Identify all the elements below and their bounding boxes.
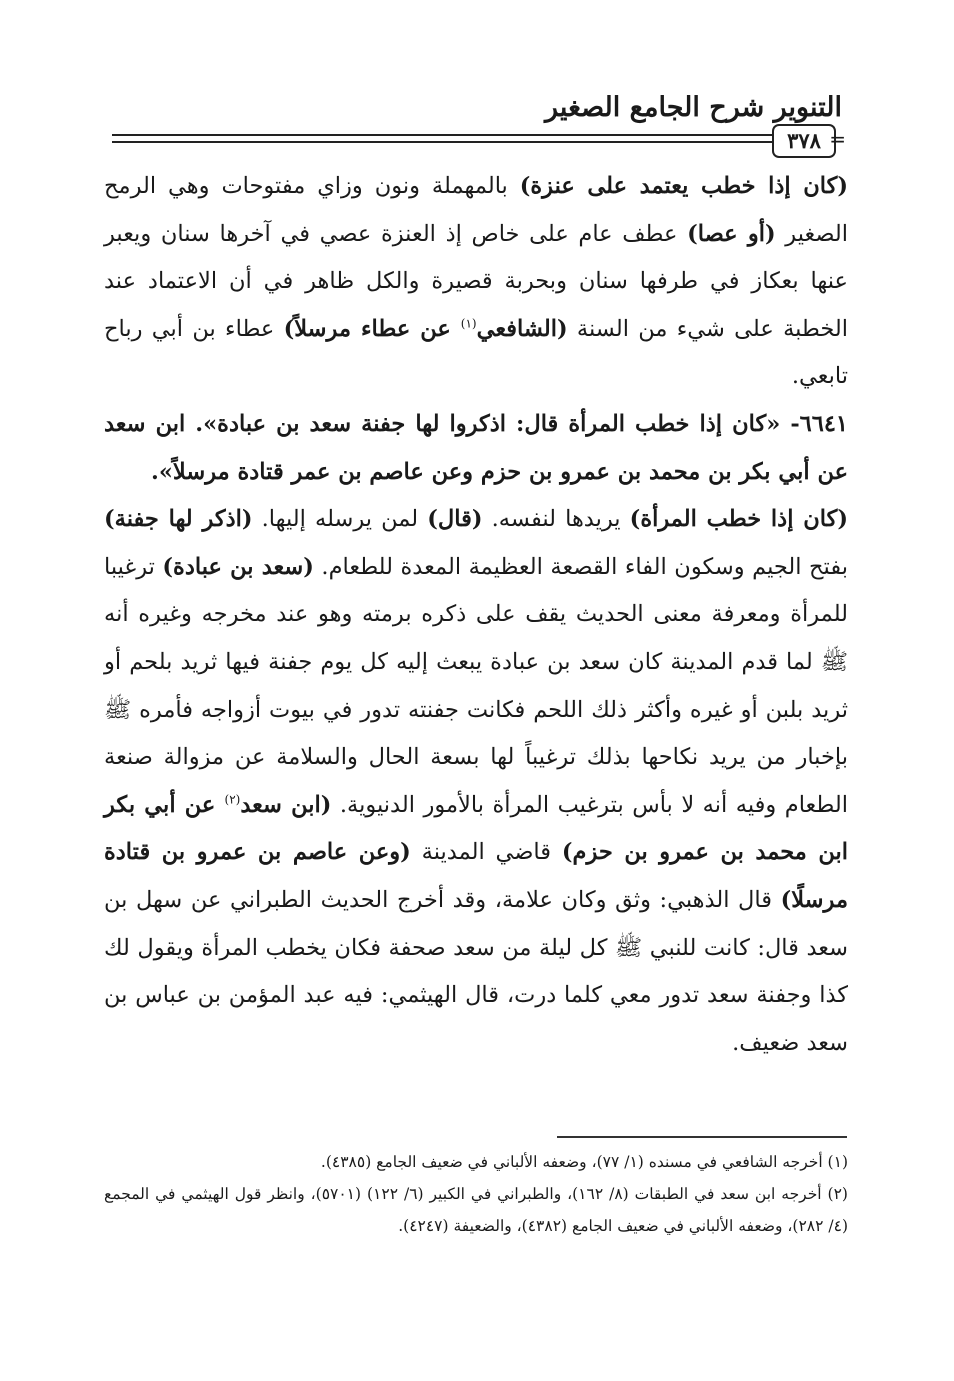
footnote-1: (١) أخرجه الشافعي في مسنده (١/ ٧٧)، وضعفه الألباني في ضعيف الجامع (٤٣٨٥). — [320, 1153, 848, 1171]
matn-phrase: (سعد بن عبادة) — [162, 553, 314, 580]
matn-phrase: عن عطاء مرسلاً) — [283, 315, 461, 342]
hadith-text: «كان إذا خطب المرأة قال: اذكروا لها جفنة سعد بن عبادة». ابن سعد عن أبي بكر بن محمد بن عمرو بن حزم وعن عاصم بن عمر قتادة مرسلاً». — [104, 410, 848, 485]
footnote-marker: (٢) — [224, 792, 241, 807]
commentary-paragraph-1 — [104, 163, 848, 401]
matn-phrase: عن أبي بكر ابن محمد بن عمرو بن حزم) — [104, 791, 848, 866]
page-number-mark: = — [829, 127, 846, 151]
commentary-text: عطف عام على خاص إذ العنزة عصي في آخرها سنان ويعبر عنها بعكاز في طرفها سنان وبحربة قصيرة والكل ظاهر في أن الاعتماد عند الخطبة على شيء من السنة — [104, 220, 849, 342]
commentary-text: بفتح الجيم وسكون الفاء القصعة العظيمة المعدة للطعام. — [313, 553, 848, 580]
commentary-text: قاضي المدينة — [410, 839, 562, 866]
page-number: ٣٧٨ — [772, 124, 836, 158]
footnote-separator — [557, 1136, 847, 1138]
footnotes — [104, 1146, 848, 1242]
hadith-entry-6641 — [104, 401, 848, 496]
matn-phrase: (أو عصا) — [687, 220, 776, 247]
matn-phrase: (الشافعي — [476, 315, 568, 342]
commentary-text: يريدها لنفسه. — [482, 506, 630, 533]
matn-phrase: (كان إذا خطب المرأة) — [629, 506, 848, 533]
commentary-text: لمن يرسله إليها. — [252, 506, 428, 533]
commentary-text: قال الذهبي: وثق وكان علامة، وقد أخرج الحديث الطبراني عن سهل بن سعد قال: كانت للنبي ﷺ كل ليلة من سعد صحفة فكان يخطب المرأة ويقول لك كذا وجفنة سعد تدور معي كلما درت، قال الهيثمي: فيه عبد المؤمن بن عباس بن سعد ضعيف. — [104, 886, 848, 1056]
footnote-marker: (١) — [460, 316, 477, 331]
header-rule-top — [112, 134, 784, 136]
matn-phrase: (كان إذا خطب يعتمد على عنزة) — [519, 173, 848, 199]
commentary-text: بالمهملة ونون وزاي مفتوحات وهي الرمح الصغير — [104, 173, 848, 247]
matn-phrase: (وعن عاصم بن عمرو بن قتادة مرسلًا) — [104, 839, 848, 913]
hadith-number: ٦٦٤١- — [780, 410, 849, 437]
commentary-text: عطاء بن أبي رباح تابعي. — [104, 315, 848, 390]
matn-phrase: (اذكر لها جفنة) — [104, 506, 253, 533]
commentary-text: ترغيبا للمرأة ومعرفة معنى الحديث يقف على ذكره برمته وهو عند مخرجه وغيره أنه ﷺ لما قدم المدينة كان سعد بن عبادة يبعث إليه كل يوم جفنة فيها ثريد بلحم أو ثريد بلبن أو غيره وأكثر ذلك اللحم فكانت جفنته تدور في بيوت أزواجه فأمره ﷺ بإخبار من يريد نكاحها بذلك ترغيباً لها بسعة الحال والسلامة عن مزوالة صنعة الطعام وفيه أنه لا بأس بترغيب المرأة بالأمور الدنيوية. — [104, 553, 848, 818]
header-rule-bottom — [112, 141, 784, 143]
matn-phrase: (قال) — [427, 506, 483, 533]
running-header-title: التنوير شرح الجامع الصغير — [545, 92, 842, 123]
commentary-paragraph-2 — [104, 496, 848, 1067]
main-text — [104, 163, 848, 1067]
matn-phrase: (ابن سعد — [240, 791, 332, 818]
footnote-2: (٢) أخرجه ابن سعد في الطبقات (٨/ ١٦٢)، والطبراني في الكبير (٦/ ١٢٢) (٥٧٠١)، وانظر قول الهيثمي في المجمع (٤/ ٢٨٢)، وضعفه الألباني في ضعيف الجامع (٤٣٨٢)، والضعيفة (٤٢٤٧). — [104, 1185, 848, 1235]
